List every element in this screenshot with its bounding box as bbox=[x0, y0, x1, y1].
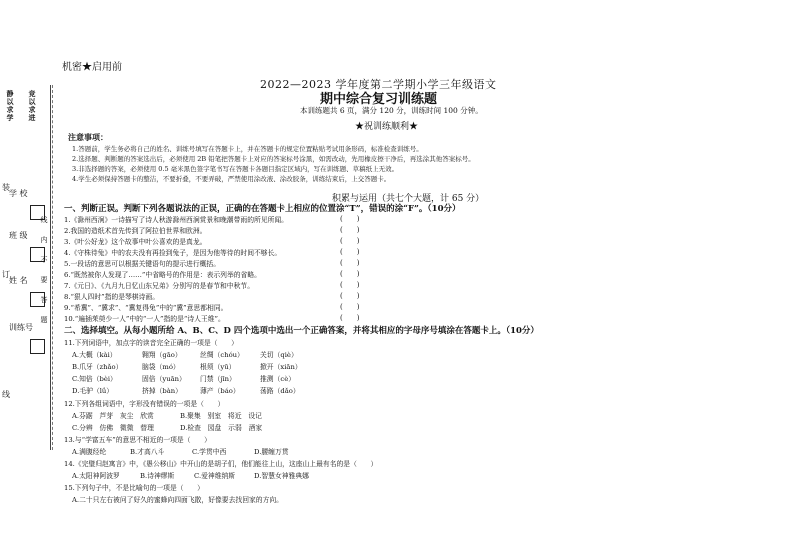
option[interactable]: A.芬踞 芦芽 灰尘 欣赏 bbox=[72, 412, 154, 420]
exam-year-title: 2022—2023 学年度第二学期小学三年级语文 bbox=[260, 78, 497, 91]
option: 门禁（jīn） bbox=[200, 375, 236, 383]
mc-stem-11: 11.下列词语中，加点字的读音完全正确的一项是（ ） bbox=[64, 339, 238, 347]
mc-stem-14: 14.《完璧归赵寓言》中，《愚公移山》中开山的是胡子们，他们能往上山，这座山上最有名的是（ ） bbox=[64, 460, 378, 468]
answer-paren[interactable]: ( ) bbox=[340, 303, 360, 311]
motto-right: 竞以求进 bbox=[28, 89, 36, 122]
binding-line bbox=[50, 85, 51, 450]
answer-paren[interactable]: ( ) bbox=[340, 292, 360, 300]
option: 固倍（yuān） bbox=[142, 375, 186, 383]
option: 挤掉（bàn） bbox=[142, 387, 182, 395]
option: 荡路（dǎo） bbox=[260, 387, 300, 395]
bind-mark-ding: 订 bbox=[2, 270, 10, 279]
motto-left: 静以求学 bbox=[6, 89, 14, 122]
option[interactable]: D.腰缠万贯 bbox=[254, 448, 289, 456]
option[interactable]: A.大概（kài） bbox=[72, 351, 117, 359]
mc-stem-12: 12.下列各组词语中，字形没有错误的一项是（ ） bbox=[64, 400, 225, 408]
note-item: 4.学生必须保持答题卡的整洁，不要折叠，不要弄破，严禁使用涂改液、涂改胶条，训练结束后，上交答题卡。 bbox=[72, 175, 391, 183]
judge-item-8: 8.“狠人四时”指的是琴棋诗画。 bbox=[64, 293, 159, 301]
answer-paren[interactable]: ( ) bbox=[340, 237, 360, 245]
option: 翱翔（gāo） bbox=[142, 351, 182, 359]
option[interactable]: B.爪牙（zhǎo） bbox=[72, 363, 123, 371]
answer-paren[interactable]: ( ) bbox=[340, 281, 360, 289]
answer-paren[interactable]: ( ) bbox=[340, 248, 360, 256]
judge-item-7: 7.《元日》、《九月九日忆山东兄弟》分别写的是春节和中秋节。 bbox=[64, 282, 254, 290]
option[interactable]: B.诗神缪斯 bbox=[140, 472, 175, 480]
judge-item-3: 3.《叶公好龙》这个故事中叶公喜欢的是真龙。 bbox=[64, 238, 207, 246]
judge-item-10: 10.“遍插茱萸少一人”中的“一人”指的是“诗人王维”。 bbox=[64, 315, 225, 323]
option: 推测（cè） bbox=[260, 375, 296, 383]
q1-heading: 一、判断正误。判断下列各题说法的正误，正确的在答题卡上相应的位置涂“T”，错误的涂“F”。（10分） bbox=[64, 204, 461, 214]
option[interactable]: B.才高八斗 bbox=[130, 448, 165, 456]
name-label: 姓 名 bbox=[9, 276, 28, 285]
option: 掀开（xiān） bbox=[260, 363, 302, 371]
option[interactable]: C.分辨 仿佛 微微 替理 bbox=[72, 424, 154, 432]
note-item: 1.答题前，学生务必将自己的姓名、训练号填写在答题卡上，并在答题卡的规定位置粘贴考试用条形码，标准检查训练号。 bbox=[72, 145, 423, 153]
note-item: 2.选择题、判断题的答案选出后，必须使用 2B 铅笔把答题卡上对应的答案标号涂黑，如需改动，先用橡皮擦干净后，再选涂其他答案标号。 bbox=[72, 155, 475, 163]
option[interactable]: A.太阳神阿波罗 bbox=[72, 472, 120, 480]
option[interactable]: C.爱神维纳斯 bbox=[194, 472, 236, 480]
bind-mark-zhuang: 装 bbox=[2, 183, 10, 192]
option[interactable]: A.二十只左右被问了好久的蜜蜂向四面飞散，好像要去找回家的方向。 bbox=[72, 496, 283, 504]
q2-heading: 二、选择填空。从每小题所给 A、B、C、D 四个选项中选出一个正确答案，并将其相应的字母序号填涂在答题卡上。（10分） bbox=[64, 326, 539, 336]
exam-info: 本训练题共 6 页，满分 120 分，训练时间 100 分钟。 bbox=[300, 106, 483, 115]
answer-paren[interactable]: ( ) bbox=[340, 314, 360, 322]
answer-paren[interactable]: ( ) bbox=[340, 215, 360, 223]
id-label: 训练号 bbox=[9, 323, 33, 332]
judge-item-4: 4.《守株待兔》中的农夫没有再捡到兔子，是因为他等待的时间不够长。 bbox=[64, 249, 282, 257]
note-item: 3.非选择题的答案，必须使用 0.5 毫米黑色签字笔书写在答题卡各题目指定区域内，写在训练题、草稿纸上无效。 bbox=[72, 165, 399, 173]
option[interactable]: D.检查 园盘 示弱 酒家 bbox=[180, 424, 263, 432]
no-answer-warning: 线内不要答题 bbox=[40, 216, 48, 324]
option: 薄产（báo） bbox=[200, 387, 240, 395]
id-field[interactable] bbox=[30, 339, 45, 354]
bind-mark-xian: 线 bbox=[2, 390, 10, 399]
answer-paren[interactable]: ( ) bbox=[340, 259, 360, 267]
option: 丝绸（chóu） bbox=[200, 351, 244, 359]
blessing: ★祝训练顺利★ bbox=[355, 122, 419, 132]
option[interactable]: A.满腹经纶 bbox=[72, 448, 107, 456]
option: 根须（yū） bbox=[200, 363, 236, 371]
option[interactable]: D.毛驴（lǘ） bbox=[72, 387, 114, 395]
judge-item-1: 1.《滁州西涧》一诗描写了诗人秋游滁州西涧赏景和晚潮带雨的所见所闻。 bbox=[64, 216, 288, 224]
mc-stem-13: 13.与“学富五车”的意思不相近的一项是（ ） bbox=[64, 436, 211, 444]
section-heading: 积累与运用（共七个大题，计 65 分） bbox=[332, 194, 485, 204]
binding-sidebar bbox=[0, 85, 53, 450]
judge-item-9: 9.“希冀”、“冀求”、“冀复得兔”中的“冀”意思都相同。 bbox=[64, 304, 228, 312]
judge-item-2: 2.我国的造纸术首先传到了阿拉伯世界和欧洲。 bbox=[64, 227, 207, 235]
option[interactable]: C.知倍（bèi） bbox=[72, 375, 117, 383]
option[interactable]: B.聚集 别室 将近 设记 bbox=[180, 412, 262, 420]
class-label: 班 级 bbox=[9, 231, 28, 240]
option: 脑袋（mó） bbox=[142, 363, 180, 371]
option[interactable]: C.学贯中西 bbox=[192, 448, 227, 456]
notes-heading: 注意事项： bbox=[68, 132, 108, 142]
exam-title: 期中综合复习训练题 bbox=[320, 92, 438, 107]
answer-paren[interactable]: ( ) bbox=[340, 270, 360, 278]
school-label: 学 校 bbox=[9, 189, 28, 198]
option[interactable]: D.智慧女神雅典娜 bbox=[254, 472, 309, 480]
mc-stem-15: 15.下列句子中，不是比喻句的一项是（ ） bbox=[64, 484, 204, 492]
option: 关切（qiè） bbox=[260, 351, 298, 359]
judge-item-5: 5.一段话的意思可以根据关键语句的提示进行概括。 bbox=[64, 260, 221, 268]
answer-paren[interactable]: ( ) bbox=[340, 226, 360, 234]
judge-item-6: 6.“既然被你人发现了……”中省略号的作用是：表示列举的省略。 bbox=[64, 271, 261, 279]
confidential-label: 机密★启用前 bbox=[62, 62, 122, 73]
